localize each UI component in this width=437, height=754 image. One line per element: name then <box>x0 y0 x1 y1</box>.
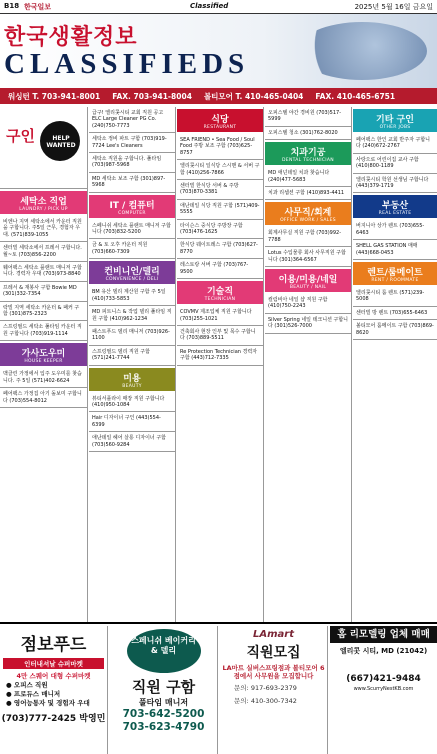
classified-ad: Lotus 수입물류 회사 사무직원 구합니다 (301)364-6567 <box>265 247 351 267</box>
masthead-title-korean: 한국생활정보 <box>4 25 138 50</box>
section-header-nail: 이용/미용/네일 BEAUTY / NAIL <box>265 269 351 292</box>
ad-phone: (703)777-2425 박영민 <box>1 714 106 724</box>
masthead-title-english: CLASSIFIEDS <box>4 48 250 80</box>
classified-ad: 페어팩스 가정집 아기 돌보미 구합니다 (703)554-8012 <box>0 388 87 408</box>
classified-ad: 애난데일 헤어 살롱 디자이너 구함 (703)560-9284 <box>89 432 175 452</box>
classified-ad: 버지니아 상가 렌트 (703)655-6463 <box>353 220 437 240</box>
classified-ad: 센터빌 세탁소에서 프레서 구합니다. 월~토 (703)856-2200 <box>0 242 87 262</box>
section-name: Classified <box>190 2 229 10</box>
section-header-restaurant: 식당 RESTAURANT <box>177 109 263 132</box>
ad-text: LA마트 실버스프링점과 볼티모어 6점에서 사무원을 모집합니다 <box>222 664 325 680</box>
classified-ad: 비엔나 지역 세탁소에서 카운터 직원을 구합니다. 주5일 근무, 경험자 우대. (571)839-1055 <box>0 216 87 242</box>
ad-subtitle: 인터내셔날 슈퍼마켓 <box>3 658 104 669</box>
section-header-housekeeper: 가사도우미 HOUSE KEEPER <box>0 343 87 366</box>
column-1 <box>0 107 88 622</box>
classified-ad: BM 유산 델리 계산원 구함 주 5일 (410)733-5853 <box>89 286 175 306</box>
contact-dc-phone: 워싱턴 T. 703-941-8001 <box>8 91 101 101</box>
classified-ad: SHELL GAS STATION 매매 (443)668-0453 <box>353 240 437 260</box>
ad-website: www.ScurryNestKB.com <box>353 686 414 692</box>
masthead-decoration <box>297 22 427 80</box>
classified-ad: 오피스텔 청소 (301)762-8020 <box>265 127 351 140</box>
section-header-real-estate: 부동산 REAL ESTATE <box>353 195 437 218</box>
ad-item: ● 오피스 직원 <box>6 681 48 689</box>
ad-title: 직원모집 <box>246 645 301 661</box>
section-header-it: IT / 컴퓨터 COMPUTER <box>89 195 175 218</box>
classified-ad: 엘리콧시티 룸 렌트 (571)239-5008 <box>353 287 437 307</box>
contact-dc-fax: FAX. 703-941-8004 <box>112 91 192 101</box>
ad-item: ● 프로듀스 매니저 <box>6 690 61 698</box>
ad-subtitle-2: 4만 스퀘어 대형 수퍼마켓 <box>16 672 91 680</box>
newspaper-logo: 한국일보 <box>24 3 52 11</box>
ad-subtitle: 풀타임 매니저 <box>138 698 189 707</box>
ad-bakery-deli <box>110 626 218 754</box>
help-wanted-subtitle: HELP WANTED <box>46 135 76 149</box>
classified-ad: 센터빌 방 렌트 (703)655-6463 <box>353 307 437 320</box>
column-2 <box>89 107 176 622</box>
classified-ad: 스프링필드 세탁소 풀타임 카운터 직원 구합니다 (703)919-1114 <box>0 321 87 341</box>
section-header-rent: 렌트/룸메이트 RENT / ROOMMATE <box>353 262 437 285</box>
classified-ad: 볼티모어 룸메이트 구함 (703)869-8620 <box>353 320 437 340</box>
ad-phone: (667)421-9484 <box>346 674 421 684</box>
classified-ad: 스프링필드 델리 직원 구함 (571)241-7744 <box>89 346 175 366</box>
classified-ad: 엘리콧시티 학원 선생님 구합니다 (443)379-1719 <box>353 174 437 194</box>
bottom-display-ads <box>0 622 437 754</box>
contact-bar <box>0 88 437 104</box>
ad-circle-title: 스페니쉬 베이커리 & 델리 <box>127 629 201 673</box>
classified-ad: 레스토랑 서버 구함 (703)767-9500 <box>177 259 263 279</box>
classified-ad: 맥클린 가정에서 입주 도우미를 찾습니다. 주 5일 (571)402-6624 <box>0 368 87 388</box>
classified-ad: Re Protection Technician 경력자 구함 (443)712-7335 <box>177 346 263 366</box>
classifieds-masthead <box>0 14 437 104</box>
classified-ad: Silver Spring 네일 테크니션 구합니다 (301)526-7000 <box>265 314 351 334</box>
classified-ad: 훼어팩스 세탁소 플랜트 매니저 구합니다. 경력자 우대 (703)973-8840 <box>0 262 87 282</box>
section-header-convenience: 컨비니언/델리 CONVENIENCE / DELI <box>89 261 175 284</box>
classified-ad: 프레서 & 재봉사 구함 Bowie MD (301)332-7354 <box>0 282 87 302</box>
ad-title: 홈 리모델링 업체 매매 <box>330 626 437 643</box>
ad-item: ● 영어능통자 및 경험자 우대 <box>6 699 90 707</box>
ad-phone: 문의: 410-300-7342 <box>234 697 297 705</box>
help-wanted-banner <box>0 107 87 189</box>
classified-ad: 금 & 토 오후 카운터 직원 (703)660-7309 <box>89 239 175 259</box>
ad-title: 점보푸드 <box>20 635 87 655</box>
classified-ad: MD 세탁소 보조 구함 (301)897-5968 <box>89 173 175 193</box>
contact-bal-fax: FAX. 410-465-6751 <box>315 91 396 101</box>
classified-ad: 락빌 지역 세탁소 카운터 & 패커 구함 (301)875-2323 <box>0 302 87 322</box>
section-header-office: 사무직/회계 OFFICE WORK / SALES <box>265 202 351 225</box>
classified-ad: 패스트푸드 델리 매니저 (703)926-1100 <box>89 326 175 346</box>
classified-ad: 치과 리셉션 구함 (410)893-4411 <box>265 187 351 200</box>
ad-phone: 문의: 917-693-2379 <box>234 684 297 692</box>
lamart-logo: LAmart <box>253 629 294 640</box>
classified-ad: 스페니쉬 세탁소 플랜트 매니저 구합니다 (703)832-5200 <box>89 220 175 240</box>
column-4 <box>265 107 352 622</box>
classified-ad: Hair 디자이너 구인 (443)554-6399 <box>89 412 175 432</box>
ad-phone: 703-642-5200 <box>122 708 205 720</box>
page-number: B18 <box>4 2 20 10</box>
column-5 <box>353 107 437 622</box>
classified-ad: COVMV 제조업체 직원 구합니다 (703)255-1021 <box>177 306 263 326</box>
page-header-strip <box>0 0 437 14</box>
ad-title: 직원 구함 <box>131 678 196 696</box>
classified-ad: 급구! 엘리콧시티 교회 직원 공고 ELC Large Cleaner PG Co. (240)750-7773 <box>89 107 175 133</box>
classified-ad: 페어팩스 한인 교회 반주자 구합니다 (240)672-2767 <box>353 134 437 154</box>
classified-ad: 세탁소 직원을 구합니다. 풀타임 (703)987-5968 <box>89 153 175 173</box>
ad-jumbo-food <box>0 626 108 754</box>
column-3 <box>177 107 264 622</box>
issue-date: 2025년 5월 16일 금요일 <box>354 3 433 11</box>
section-header-beauty: 미용 BEAUTY <box>89 368 175 391</box>
classified-ad: 사랑으로 어린이집 교사 구함 (410)800-1189 <box>353 154 437 174</box>
contact-bal-phone: 볼티모어 T. 410-465-0404 <box>203 91 304 101</box>
classified-ad: 세탁소 정비 파트 구함 (703)919-7724 Lee's Cleaners <box>89 133 175 153</box>
classified-ad: 뷰티서플라이 매장 직원 구합니다 (410)950-1084 <box>89 393 175 413</box>
classified-ad: 엘리콧시티 일식당 스시맨 & 서버 구함 (410)256-7866 <box>177 160 263 180</box>
section-header-other-jobs: 기타 구인 OTHER JOBS <box>353 109 437 132</box>
ad-lamart <box>220 626 328 754</box>
classified-ad: MD 애넌데일 치과 찾습니다 (240)477-5683 <box>265 167 351 187</box>
ad-phone: 703-623-4790 <box>122 721 205 733</box>
classified-ad: 회계사무실 직원 구함 (703)992-7788 <box>265 227 351 247</box>
ad-city: 엘리콧 시티, MD (21042) <box>339 647 428 655</box>
section-header-technician: 기술직 TECHNICIAN <box>177 281 263 304</box>
classified-ad: MD 피트니스 & 작업 델리 풀타임 직원 구함 (410)962-1234 <box>89 306 175 326</box>
classified-ad: 타이슨스 중식당 주방장 구함 (703)476-1625 <box>177 220 263 240</box>
classified-ad: 건축회사 현장 인부 및 목수 구합니다 (703)889-5511 <box>177 326 263 346</box>
section-header-laundry: 세탁소 직업 LAUNDRY / PICK UP <box>0 191 87 214</box>
classified-ad: 애난데일 식당 직원 구함 (571)409-5555 <box>177 200 263 220</box>
ad-remodeling-sale <box>330 626 437 754</box>
help-wanted-title: 구인 <box>6 127 35 145</box>
section-header-dental: 치과기공 DENTAL TECHNICIAN <box>265 142 351 165</box>
classified-ad: 한식당 웨이트레스 구함 (703)627-8770 <box>177 239 263 259</box>
classified-ad: 오피스텔 야간 경비원 (703)517-5999 <box>265 107 351 127</box>
classified-ad: 컬럼비아 네일 샵 직원 구함 (410)750-2243 <box>265 294 351 314</box>
classified-ad: 센터빌 한식당 서버 & 주방 (703)870-3381 <box>177 180 263 200</box>
classified-ad: SEA FRIEND • Sea Food / Soul Food 주방 보조 구함 (703)625-8757 <box>177 134 263 160</box>
